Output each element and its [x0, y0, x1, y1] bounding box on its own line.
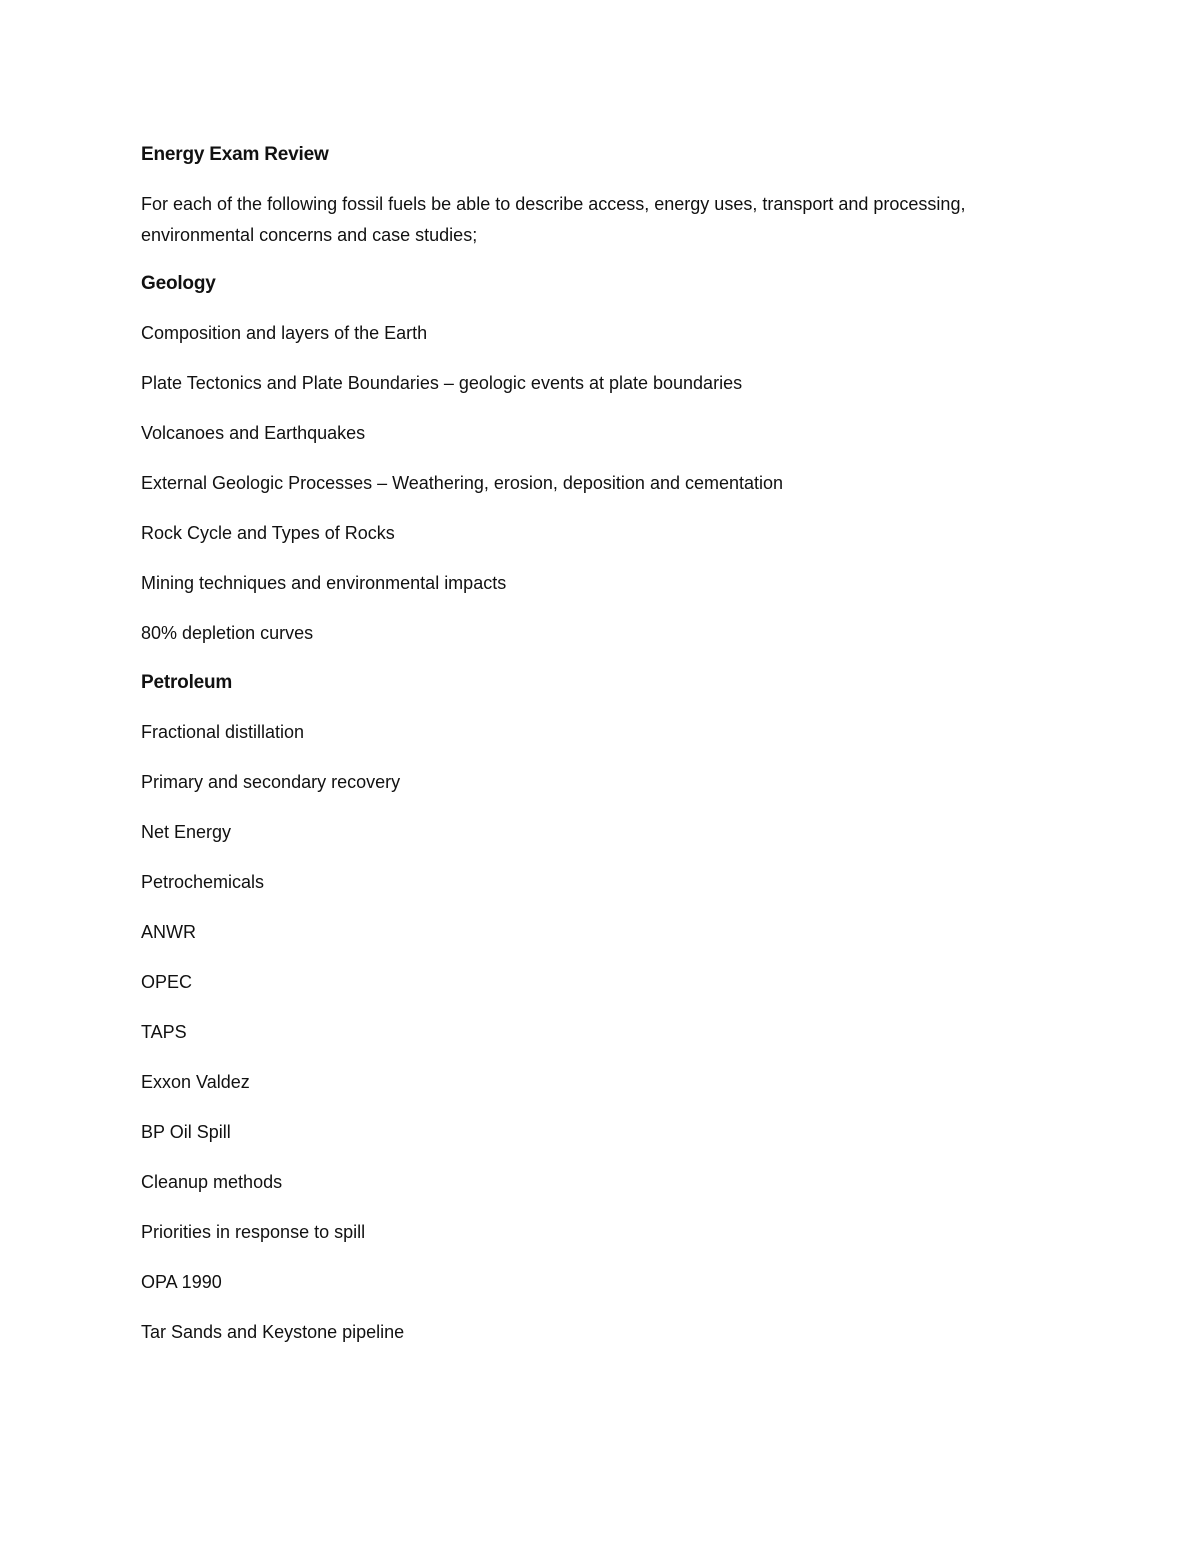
document-page [141, 140, 1061, 1367]
section-item-list [141, 717, 1061, 1347]
list-item: Cleanup methods [141, 1172, 283, 1192]
document-intro: For each of the following fossil fuels be able to describe access, energy uses, transport and processing, environmental concerns and case studies; [141, 194, 966, 245]
document-title: Energy Exam Review [141, 144, 329, 165]
section-heading: Geology [141, 273, 216, 294]
list-item: Net Energy [141, 822, 232, 842]
section-item-list [141, 318, 1061, 648]
list-item: BP Oil Spill [141, 1122, 231, 1142]
list-item: Plate Tectonics and Plate Boundaries – geologic events at plate boundaries [141, 373, 743, 393]
section-petroleum [141, 668, 1061, 1347]
list-item: 80% depletion curves [141, 623, 314, 643]
section-heading: Petroleum [141, 672, 233, 693]
list-item: External Geologic Processes – Weathering, erosion, deposition and cementation [141, 473, 784, 493]
section-geology [141, 269, 1061, 648]
list-item: TAPS [141, 1022, 187, 1042]
list-item: Priorities in response to spill [141, 1222, 366, 1242]
list-item: Mining techniques and environmental impacts [141, 573, 507, 593]
list-item: Composition and layers of the Earth [141, 323, 428, 343]
list-item: OPEC [141, 972, 193, 992]
list-item: OPA 1990 [141, 1272, 222, 1292]
list-item: Rock Cycle and Types of Rocks [141, 523, 395, 543]
list-item: Primary and secondary recovery [141, 772, 401, 792]
list-item: Volcanoes and Earthquakes [141, 423, 366, 443]
list-item: Petrochemicals [141, 872, 265, 892]
list-item: ANWR [141, 922, 196, 942]
list-item: Tar Sands and Keystone pipeline [141, 1322, 405, 1342]
list-item: Exxon Valdez [141, 1072, 250, 1092]
list-item: Fractional distillation [141, 722, 305, 742]
